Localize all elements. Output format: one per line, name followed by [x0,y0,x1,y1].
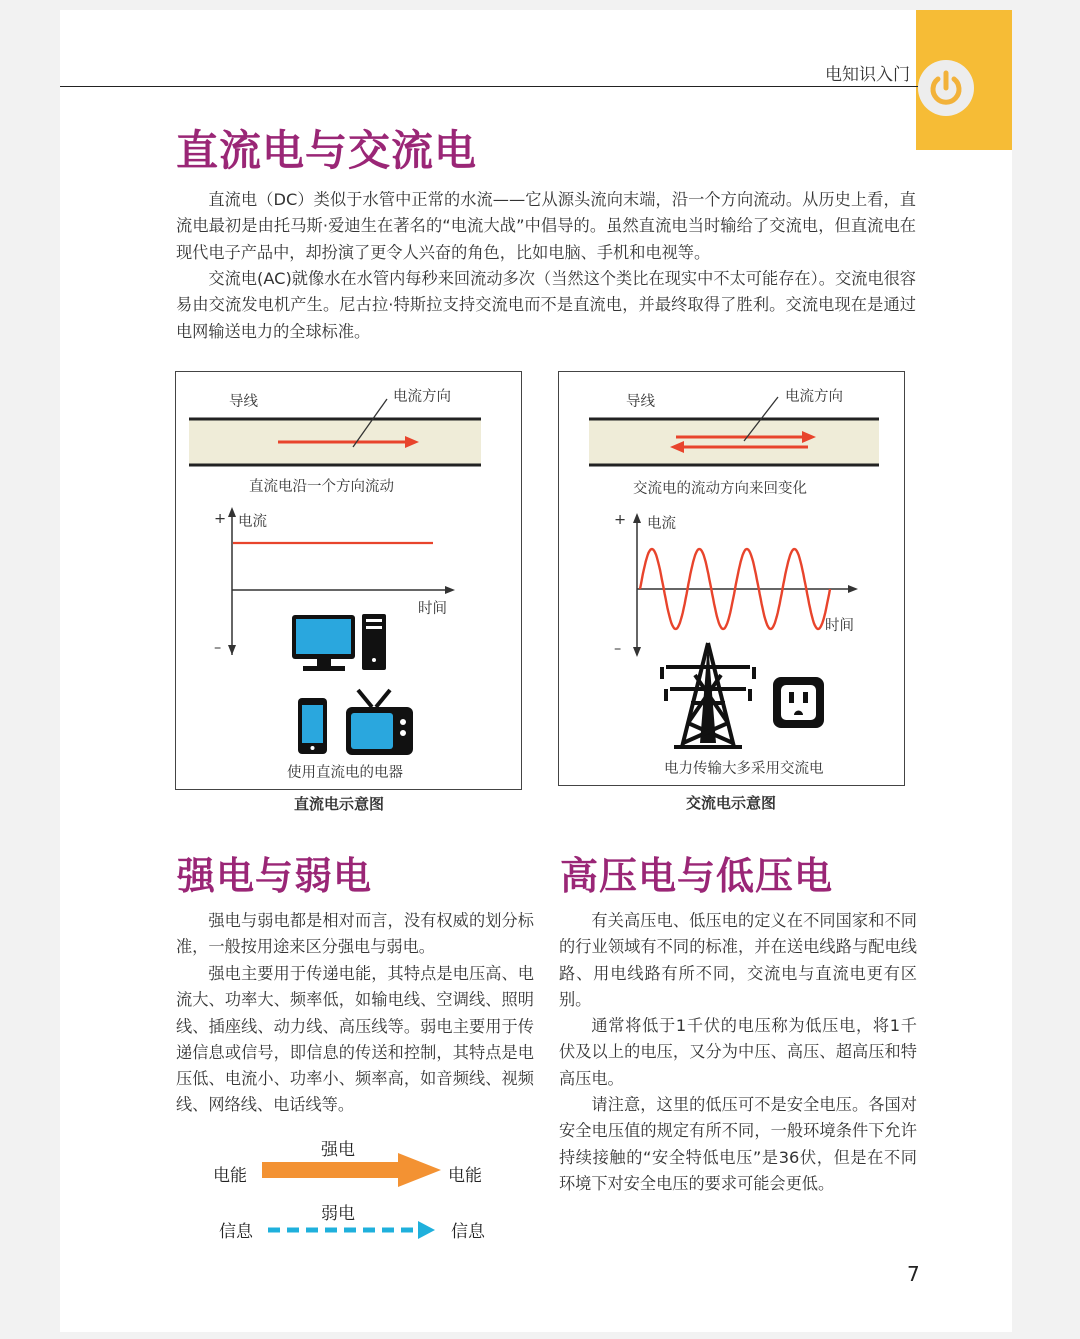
dc-direction-label: 电流方向 [393,389,451,405]
dc-y-axis-label: 电流 [238,514,267,530]
ac-diagram-caption: 交流电示意图 [686,794,777,812]
power-icon [918,60,974,116]
dc-wire-label: 导线 [229,394,258,410]
paragraph-ac: 交流电(AC)就像水在水管内每秒来回流动多次（当然这个类比在现实中不太可能存在）。交流电很容易由交流发电机产生。尼古拉·特斯拉支持交流电而不是直流电，并最终取得了胜利。交流电现在是通过电网输送电力的全球标准。 [176,269,916,341]
paragraph-voltage-2: 通常将低于1千伏的电压称为低压电，将1千伏及以上的电压，又分为中压、高压、超高压和特高压电。 [559,1016,917,1088]
paragraph-strong-weak-1: 强电与弱电都是相对而言，没有权威的划分标准，一般按用途来区分强电与弱电。 [176,911,534,957]
paragraph-dc: 直流电（DC）类似于水管中正常的水流——它从源头流向末端，沿一个方向流动。从历史上看，直流电最初是由托马斯·爱迪生在著名的“电流大战”中倡导的。虽然直流电当时输给了交流电，但直流电在现代电子产品中，却扮演了更令人兴奋的角色，比如电脑、手机和电视等。 [176,190,916,262]
ac-y-axis-label: 电流 [647,516,676,532]
ac-minus-sign: – [614,641,622,657]
dc-minus-sign: – [214,640,222,656]
section-title-high-low-voltage: 高压电与低压电 [560,854,834,898]
weak-from-label: 信息 [219,1222,253,1242]
paragraph-voltage-1: 有关高压电、低压电的定义在不同国家和不同的行业领域有不同的标准，并在送电线路与配电线路、用电线路有所不同，交流电与直流电更有区别。 [559,911,917,1009]
strong-to-label: 电能 [448,1166,482,1186]
dc-plus-sign: + [214,511,227,527]
ac-wire-label: 导线 [626,394,655,410]
ac-diagram-art [558,371,906,787]
paragraph-strong-weak-2: 强电主要用于传递电能，其特点是电压高、电流大、功率大、频率低，如输电线、空调线、照明线、插座线、动力线、高压线等。弱电主要用于传递信息或信号，即信息的传送和控制，其特点是电压低、电流小、功率小、频率高，如音频线、视频线、网络线、电话线等。 [176,964,534,1115]
ac-direction-label: 电流方向 [785,389,843,405]
ac-flow-caption: 交流电的流动方向来回变化 [633,481,807,497]
strong-from-label: 电能 [213,1166,247,1186]
running-header: 电知识入门 [825,65,910,85]
paragraph-voltage-3: 请注意，这里的低压可不是安全电压。各国对安全电压值的规定有所不同，一般环境条件下允许持续接触的“安全特低电压”是36伏，但是在不同环境下对安全电压的要求可能会更低。 [559,1095,917,1193]
ac-plus-sign: + [614,512,627,528]
section-title-dc-ac: 直流电与交流电 [176,126,478,175]
ac-devices-caption: 电力传输大多采用交流电 [664,761,824,777]
header-rule [60,86,918,87]
ac-x-axis-label: 时间 [825,618,854,634]
weak-current-label: 弱电 [321,1204,355,1224]
page-number: 7 [907,1262,920,1286]
weak-to-label: 信息 [451,1222,485,1242]
dc-flow-caption: 直流电沿一个方向流动 [249,479,394,495]
strong-weak-arrows [255,1150,445,1245]
dc-diagram-art [175,371,523,791]
section-title-strong-weak: 强电与弱电 [177,854,373,898]
strong-current-label: 强电 [321,1140,355,1160]
dc-devices-caption: 使用直流电的电器 [287,765,403,781]
dc-x-axis-label: 时间 [418,601,447,617]
dc-diagram-caption: 直流电示意图 [294,795,385,813]
